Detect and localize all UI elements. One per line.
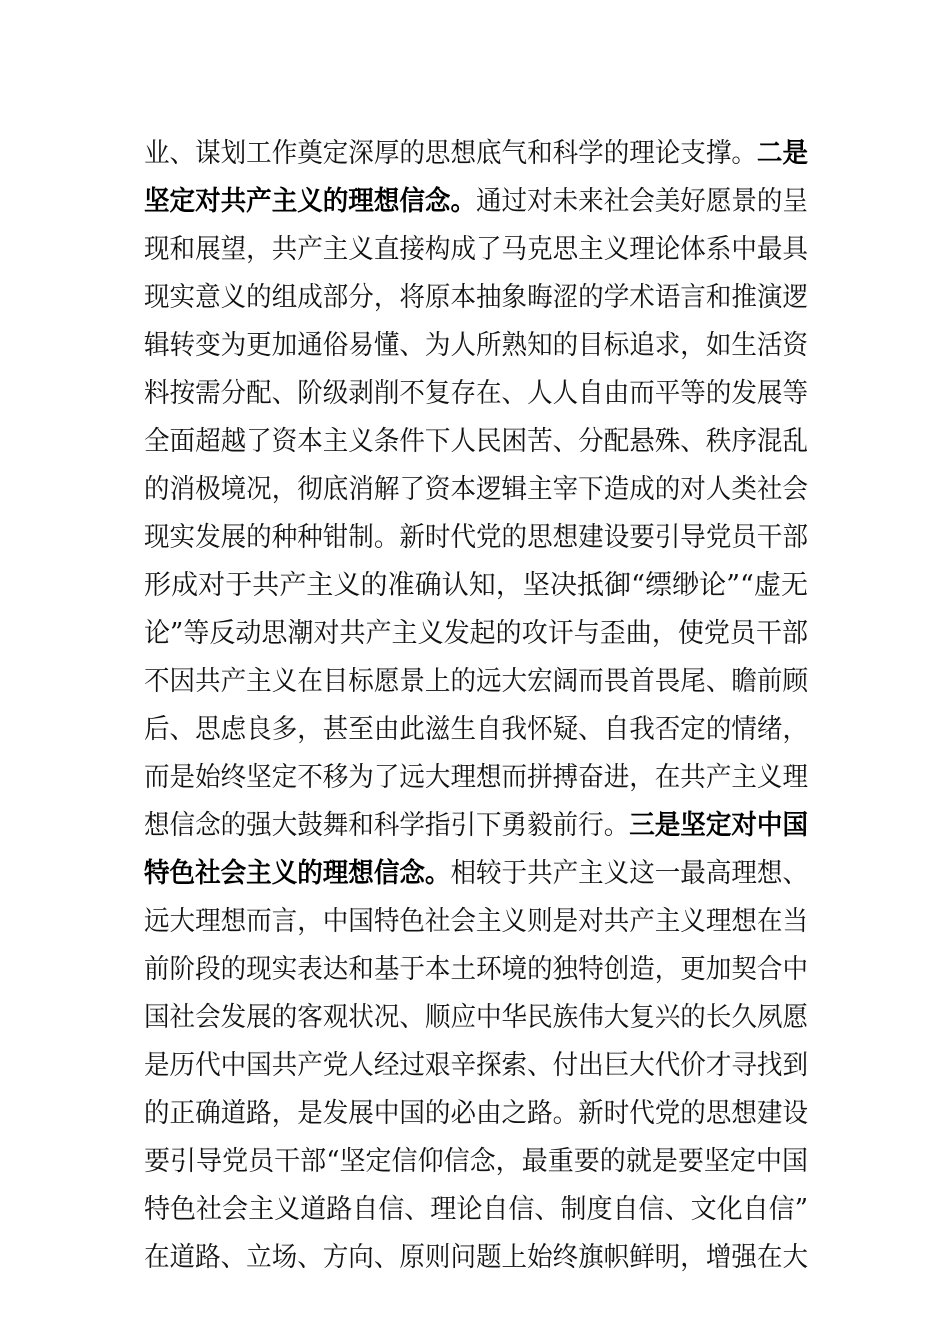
text-line <box>144 418 808 466</box>
text-line <box>144 610 808 658</box>
text-line <box>144 850 808 898</box>
text-segment: 不因共产主义在目标愿景上的远大宏阔而畏首畏尾、瞻前顾 <box>144 666 808 697</box>
text-line <box>144 946 808 994</box>
text-line <box>144 802 808 850</box>
text-segment: 辑转变为更加通俗易懂、为人所熟知的目标追求，如生活资 <box>144 330 808 361</box>
text-segment: 现实发展的种种钳制。新时代党的思想建设要引导党员干部 <box>144 522 808 553</box>
text-line <box>144 1186 808 1234</box>
body-paragraph <box>144 130 808 1282</box>
text-segment: 业、谋划工作奠定深厚的思想底气和科学的理论支撑。 <box>144 138 757 169</box>
text-line <box>144 178 808 226</box>
text-line <box>144 898 808 946</box>
text-segment: 的消极境况，彻底消解了资本逻辑主宰下造成的对人类社会 <box>144 474 808 505</box>
text-line <box>144 130 808 178</box>
text-segment: 前阶段的现实表达和基于本土环境的独特创造，更加契合中 <box>144 954 808 985</box>
text-segment: 全面超越了资本主义条件下人民困苦、分配悬殊、秩序混乱 <box>144 426 808 457</box>
bold-heading-segment: 特色社会主义的理想信念。 <box>144 858 451 889</box>
text-segment: 是历代中国共产党人经过艰辛探索、付出巨大代价才寻找到 <box>144 1050 808 1081</box>
text-segment: 料按需分配、阶级剥削不复存在、人人自由而平等的发展等 <box>144 378 808 409</box>
text-line <box>144 658 808 706</box>
text-line <box>144 1042 808 1090</box>
text-segment: 要引导党员干部“坚定信仰信念，最重要的就是要坚定中国 <box>144 1146 808 1177</box>
bold-heading-segment: 二是 <box>756 138 808 169</box>
text-segment: 在道路、立场、方向、原则问题上始终旗帜鲜明，增强在大 <box>144 1242 808 1273</box>
text-line <box>144 466 808 514</box>
text-line <box>144 514 808 562</box>
text-line <box>144 1090 808 1138</box>
text-segment: 特色社会主义道路自信、理论自信、制度自信、文化自信” <box>144 1194 808 1225</box>
text-line <box>144 994 808 1042</box>
text-line <box>144 226 808 274</box>
text-segment: 远大理想而言，中国特色社会主义则是对共产主义理想在当 <box>144 906 808 937</box>
text-segment: 现和展望，共产主义直接构成了马克思主义理论体系中最具 <box>144 234 808 265</box>
text-line <box>144 370 808 418</box>
text-line <box>144 1138 808 1186</box>
text-line <box>144 274 808 322</box>
text-line <box>144 754 808 802</box>
bold-heading-segment: 坚定对共产主义的理想信念。 <box>144 186 476 217</box>
text-segment: 想信念的强大鼓舞和科学指引下勇毅前行。 <box>144 810 630 841</box>
text-segment: 后、思虑良多，甚至由此滋生自我怀疑、自我否定的情绪， <box>144 714 808 745</box>
text-line <box>144 562 808 610</box>
text-segment: 而是始终坚定不移为了远大理想而拼搏奋进，在共产主义理 <box>144 762 808 793</box>
text-segment: 论”等反动思潮对共产主义发起的攻讦与歪曲，使党员干部 <box>144 618 808 649</box>
text-segment: 国社会发展的客观状况、顺应中华民族伟大复兴的长久夙愿 <box>144 1002 808 1033</box>
bold-heading-segment: 三是坚定对中国 <box>629 810 808 841</box>
text-line <box>144 706 808 754</box>
text-line <box>144 322 808 370</box>
text-line <box>144 1234 808 1282</box>
text-segment: 形成对于共产主义的准确认知，坚决抵御“缥缈论”“虚无 <box>144 570 808 601</box>
text-segment: 相较于共产主义这一最高理想、 <box>450 858 808 889</box>
text-segment: 的正确道路，是发展中国的必由之路。新时代党的思想建设 <box>144 1098 808 1129</box>
text-segment: 现实意义的组成部分，将原本抽象晦涩的学术语言和推演逻 <box>144 282 808 313</box>
text-segment: 通过对未来社会美好愿景的呈 <box>476 186 808 217</box>
